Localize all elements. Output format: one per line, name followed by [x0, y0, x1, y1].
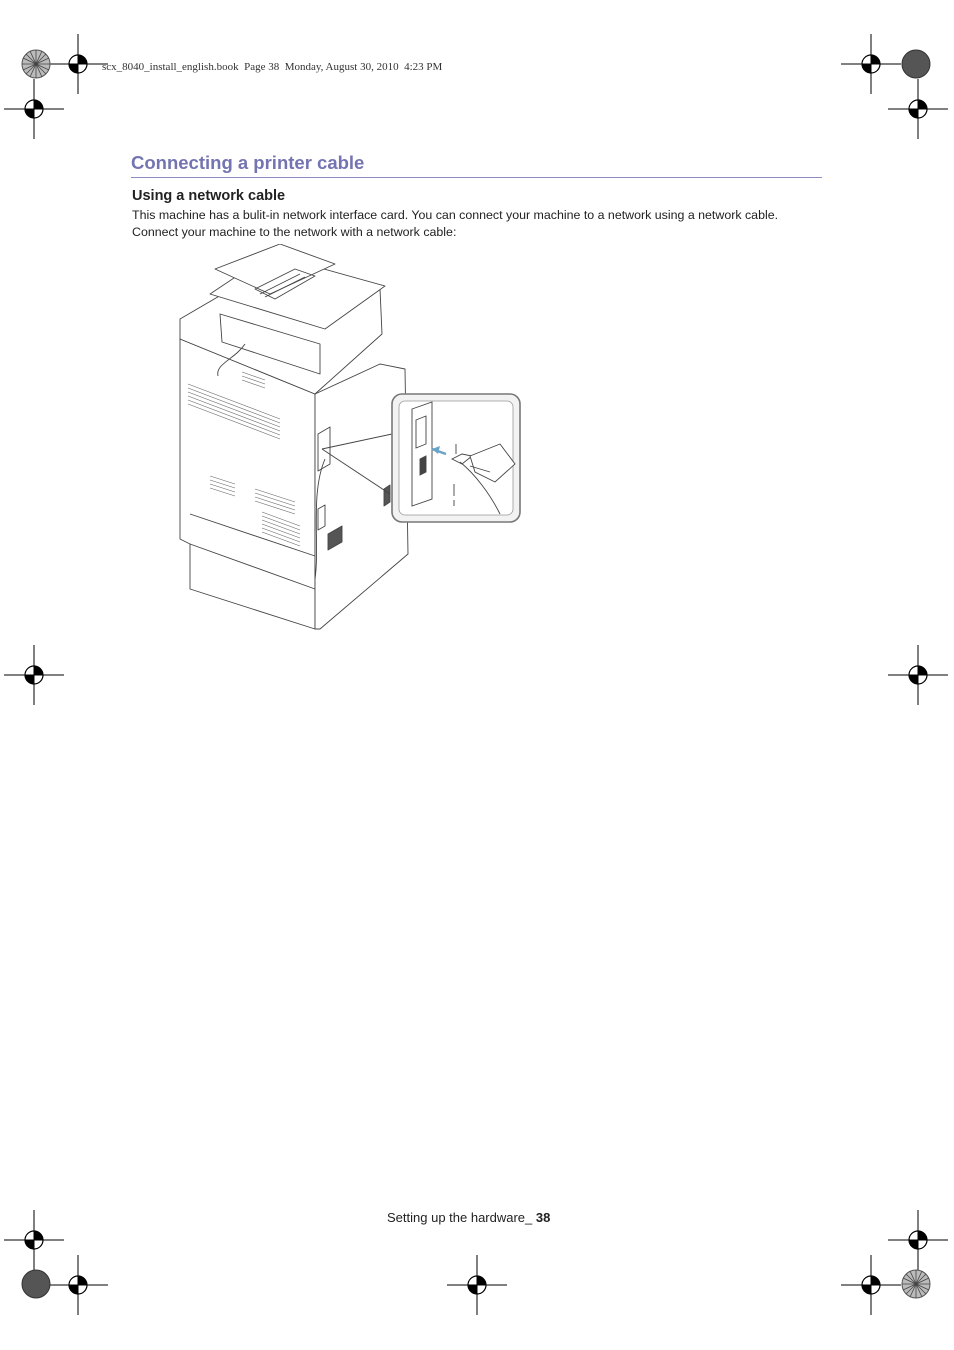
registration-mark-icon	[4, 645, 64, 705]
page-number: 38	[535, 1210, 551, 1225]
subsection-title: Using a network cable	[132, 188, 286, 204]
color-bar-dial-icon	[888, 1256, 944, 1312]
paragraph: Connect your machine to the network with a network cable:	[132, 224, 457, 239]
footer-label: Setting up the hardware_	[387, 1210, 533, 1225]
print-header: scx_8040_install_english.book Page 38 Monday, August 30, 2010 4:23 PM	[102, 61, 443, 73]
gray-patch-icon	[8, 1256, 64, 1312]
registration-mark-icon	[447, 1255, 507, 1315]
color-bar-dial-icon	[8, 36, 64, 92]
section-title: Connecting a printer cable	[131, 152, 822, 178]
gray-patch-icon	[888, 36, 944, 92]
paragraph: This machine has a bulit-in network interface card. You can connect your machine to a network using a network cable.	[132, 208, 779, 222]
printer-network-cable-illustration	[170, 244, 530, 639]
body-text	[132, 207, 822, 240]
registration-mark-icon	[888, 645, 948, 705]
page-footer	[387, 1210, 550, 1225]
